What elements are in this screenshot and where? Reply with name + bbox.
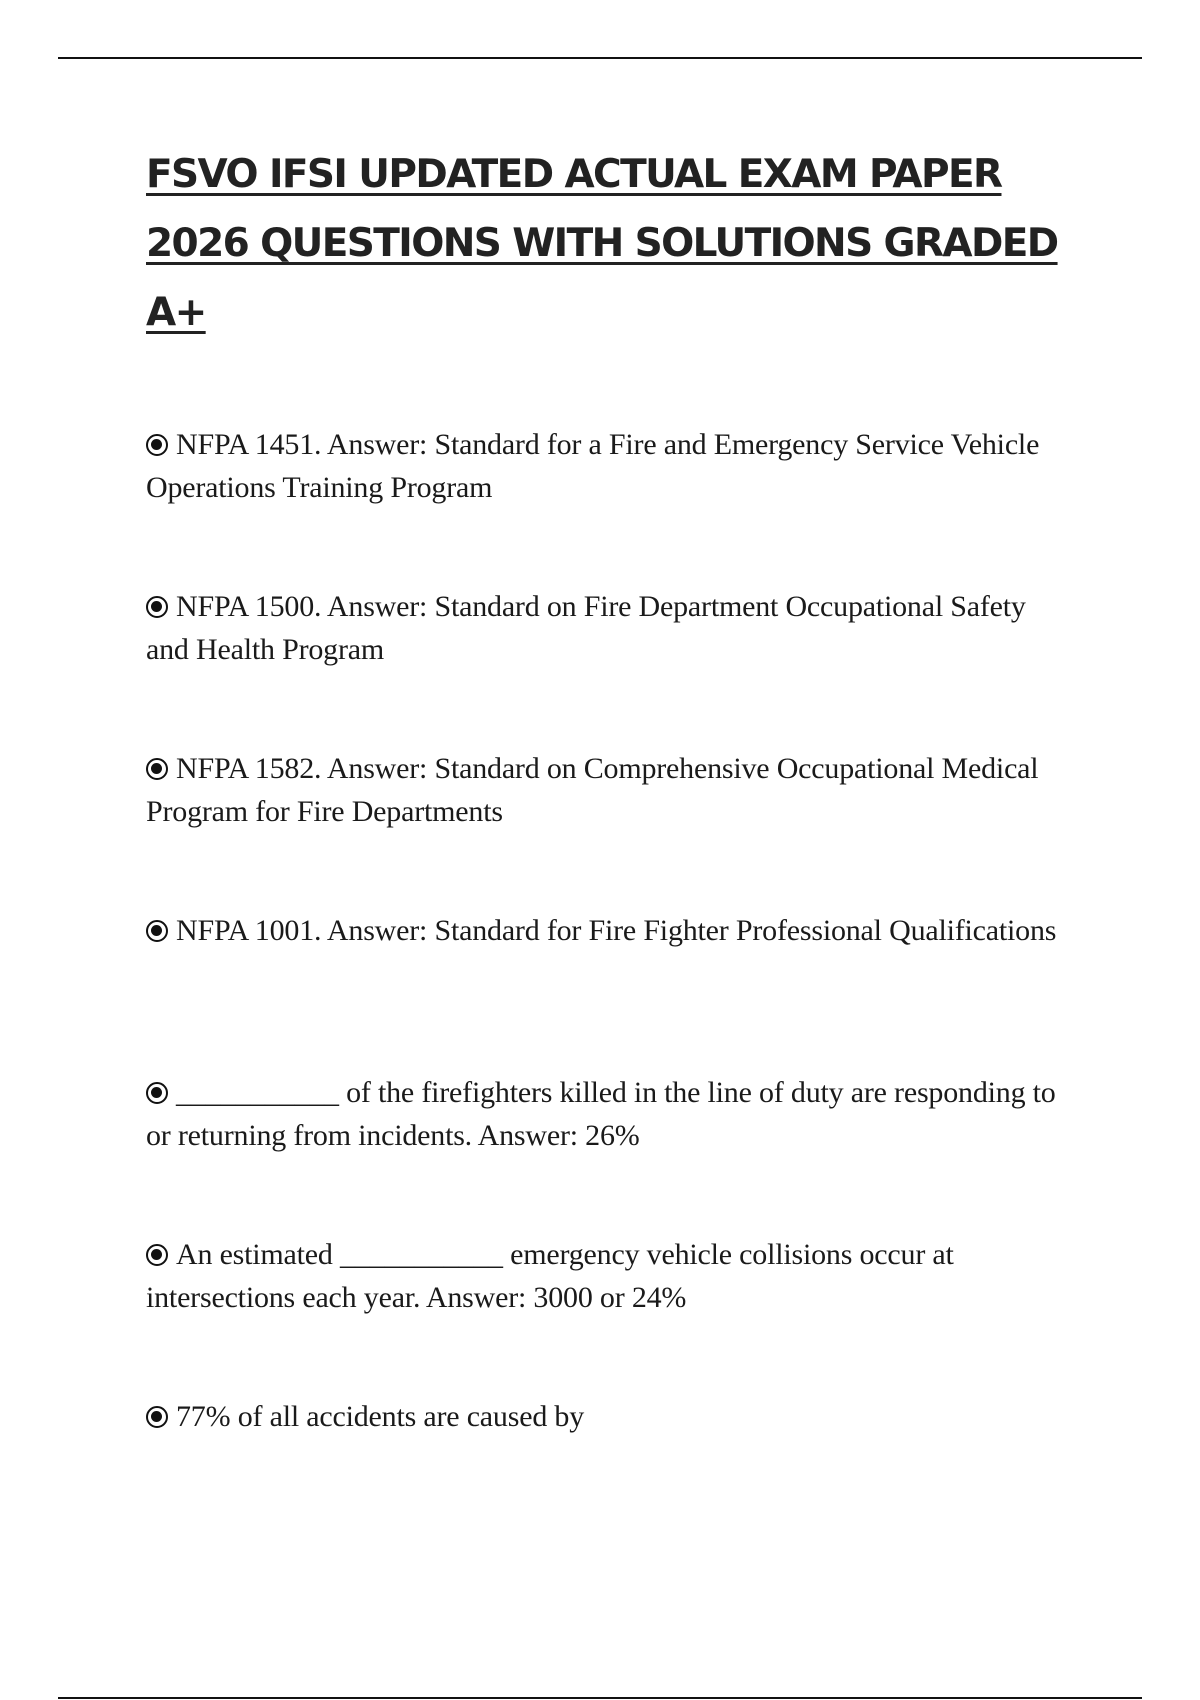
- item-text: NFPA 1582. Answer: Standard on Comprehensive Occupational Medical Program for Fire Departments: [146, 752, 1039, 828]
- list-item: [146, 585, 1066, 747]
- list-item: [146, 1071, 1066, 1233]
- list-item: [146, 1395, 1066, 1557]
- radio-bullet-icon: [146, 758, 168, 780]
- item-text: NFPA 1451. Answer: Standard for a Fire and Emergency Service Vehicle Operations Training Program: [146, 428, 1040, 504]
- list-item: [146, 423, 1066, 585]
- list-item: [146, 1233, 1066, 1395]
- top-divider: [58, 57, 1142, 59]
- question-list: [146, 423, 1066, 1557]
- item-text: NFPA 1500. Answer: Standard on Fire Department Occupational Safety and Health Program: [146, 590, 1026, 666]
- radio-bullet-icon: [146, 920, 168, 942]
- document-title: FSVO IFSI UPDATED ACTUAL EXAM PAPER 2026 QUESTIONS WITH SOLUTIONS GRADED A+: [146, 152, 1058, 335]
- item-text: NFPA 1001. Answer: Standard for Fire Fighter Professional Qualifications: [176, 914, 1057, 947]
- list-item: [146, 747, 1066, 909]
- bottom-divider: [58, 1697, 1142, 1699]
- radio-bullet-icon: [146, 596, 168, 618]
- item-text: ___________ of the firefighters killed in the line of duty are responding to or returning from incidents. Answer: 26%: [146, 1076, 1056, 1152]
- radio-bullet-icon: [146, 434, 168, 456]
- radio-bullet-icon: [146, 1082, 168, 1104]
- item-text: An estimated ___________ emergency vehicle collisions occur at intersections each year. Answer: 3000 or 24%: [146, 1238, 954, 1314]
- radio-bullet-icon: [146, 1244, 168, 1266]
- item-text: 77% of all accidents are caused by: [176, 1400, 585, 1433]
- radio-bullet-icon: [146, 1406, 168, 1428]
- list-item: [146, 909, 1066, 1071]
